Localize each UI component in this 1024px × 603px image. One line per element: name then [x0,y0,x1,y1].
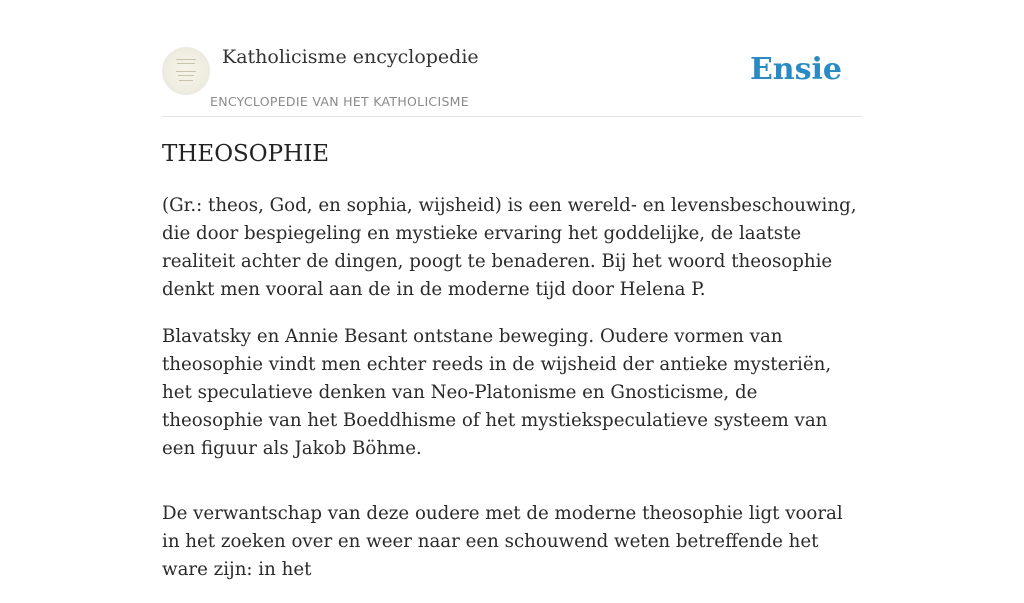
article-paragraph: Blavatsky en Annie Besant ontstane beweging. Oudere vormen van theosophie vindt men echter reeds in de wijsheid der antieke mysteriën, het speculatieve denken van Neo-Platonisme en Gnosticisme, de theosophie van het Boeddhisme of het mystiekspeculatieve systeem van een figuur als Jakob Böhme. [162,326,832,459]
encyclopedia-cover-avatar[interactable] [162,47,210,95]
site-title[interactable]: Katholicisme encyclopedie [222,46,479,68]
site-subtitle: ENCYCLOPEDIE VAN HET KATHOLICISME [210,94,469,109]
article-paragraph: (Gr.: theos, God, en sophia, wijsheid) is een wereld- en levensbeschouwing, die door bespiegeling en mystieke ervaring het goddelijke, de laatste realiteit achter de dingen, poogt te benaderen. Bij het woord theosophie denkt men vooral aan de in de moderne tijd door Helena P. [162,195,857,300]
ensie-logo[interactable]: Ensie [749,52,842,87]
site-header [162,0,862,117]
article-content [162,138,862,603]
article-title: THEOSOPHIE [162,141,330,167]
article-paragraph: De verwantschap van deze oudere met de moderne theosophie ligt vooral in het zoeken over en weer naar een schouwend weten betreffende het ware zijn: in het [162,503,843,580]
